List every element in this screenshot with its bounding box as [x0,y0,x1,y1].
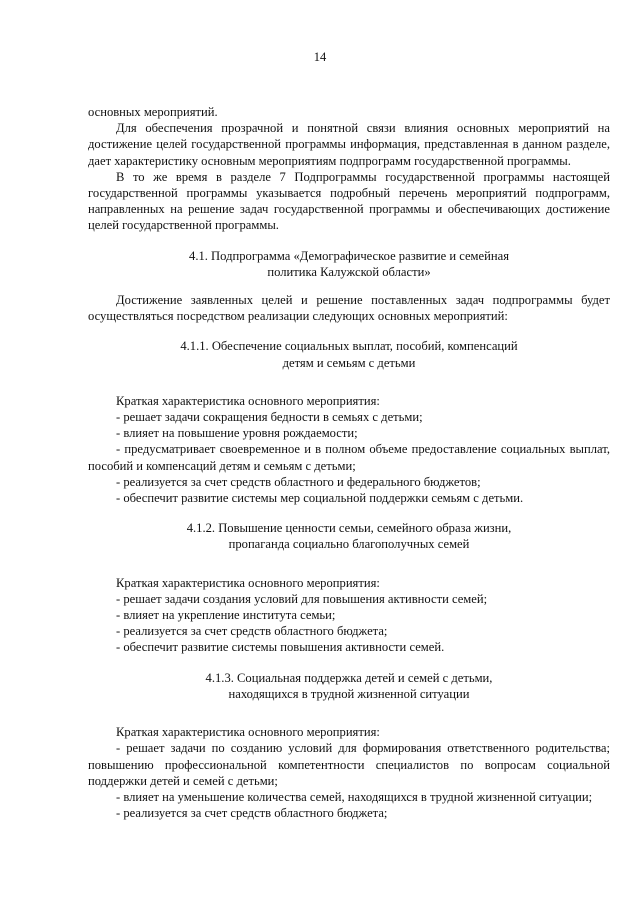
intro-continuation: основных мероприятий. [88,105,218,119]
section-4-1-heading-line1: 4.1. Подпрограмма «Демографическое развитие и семейная [189,248,509,263]
section-4-1-2-heading [88,520,610,552]
page-number: 14 [313,50,327,64]
section-4-1-1-list [88,393,610,506]
section-4-1-1-heading-line1: 4.1.1. Обеспечение социальных выплат, пособий, компенсаций [180,339,518,354]
section-4-1-3-heading-line2: находящихся в трудной жизненной ситуации [228,686,470,701]
list-item: - реализуется за счет средств областного и федерального бюджетов; [116,474,481,489]
section-4-1-2-list [88,575,610,656]
intro-paragraph-2: В то же время в разделе 7 Подпрограммы государственной программы настоящей государственной программы указывается подробный перечень мероприятий подпрограмм, направленных на решение задач государственной программы и обеспечивающих достижение целей государственной программы. [88,169,610,233]
list-item: - решает задачи создания условий для повышения активности семей; [116,591,488,606]
document-body [88,104,610,821]
section-4-1-text: Достижение заявленных целей и решение поставленных задач подпрограммы будет осуществляться посредством реализации следующих основных мероприятий: [88,293,610,324]
list-item: - обеспечит развитие системы мер социальной поддержки семьям с детьми. [116,491,524,506]
section-4-1-1-heading-line2: детям и семьям с детьми [282,355,416,370]
section-4-1-3-list [88,724,610,821]
list-item: - влияет на уменьшение количества семей, находящихся в трудной жизненной ситуации; [116,789,593,804]
intro-paragraph-1: Для обеспечения прозрачной и понятной связи влияния основных мероприятий на достижение целей государственной программы информация, представленная в данном разделе, дает характеристику основным мероприятиям подпрограмм государственной программы. [88,121,610,168]
list-item: - предусматривает своевременное и в полном объеме предоставление социальных выплат, пособий и компенсаций детям и семьям с детьми; [88,442,610,473]
section-4-1-heading-line2: политика Калужской области» [267,264,431,279]
list-item: - решает задачи сокращения бедности в семьях с детьми; [116,410,423,425]
section-4-1-1-intro: Краткая характеристика основного мероприятия: [116,393,380,408]
section-4-1-2-heading-line1: 4.1.2. Повышение ценности семьи, семейного образа жизни, [186,521,512,536]
list-item: - влияет на укрепление института семьи; [116,608,336,623]
list-item: - реализуется за счет средств областного бюджета; [116,806,388,821]
list-item: - обеспечит развитие системы повышения активности семей. [116,640,445,655]
section-4-1-3-heading [88,670,610,702]
section-4-1-2-intro: Краткая характеристика основного мероприятия: [116,575,380,590]
section-4-1-3-intro: Краткая характеристика основного мероприятия: [116,725,380,740]
section-4-1-heading [88,248,610,280]
list-item: - решает задачи по созданию условий для формирования ответственного родительства; повышению профессиональной компетентности специалистов по вопросам социальной поддержки детей и семей с детьми; [88,741,610,788]
section-4-1-2-heading-line2: пропаганда социально благополучных семей [228,537,470,552]
list-item: - реализуется за счет средств областного бюджета; [116,624,388,639]
section-4-1-3-heading-line1: 4.1.3. Социальная поддержка детей и семей с детьми, [205,670,493,685]
list-item: - влияет на повышение уровня рождаемости; [116,426,358,441]
section-4-1-1-heading [88,338,610,370]
